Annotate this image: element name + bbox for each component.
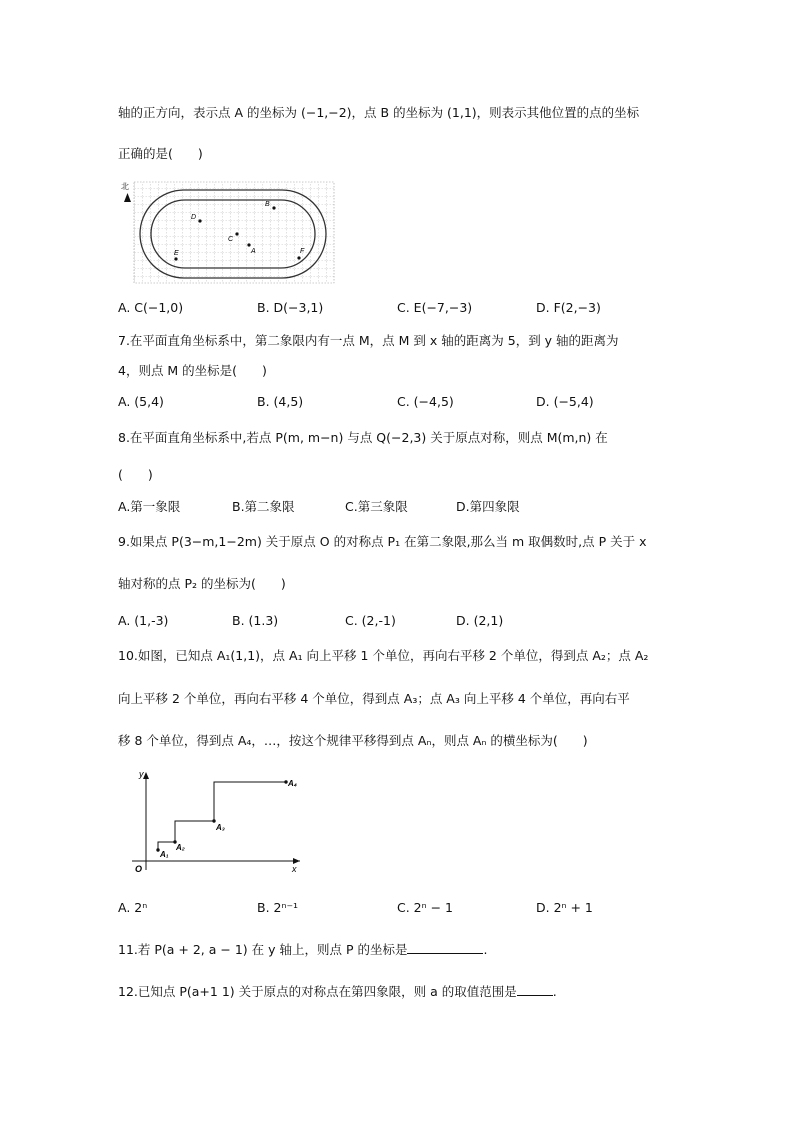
q10-line2: 向上平移 2 个单位，再向右平移 4 个单位，得到点 A₃；点 A₃ 向上平移 4 个单位，再向右平 <box>118 691 630 706</box>
q12-answer-blank[interactable] <box>517 982 553 996</box>
svg-text:E: E <box>174 250 179 257</box>
origin-label: O <box>135 864 143 874</box>
q9-line2: 轴对称的点 P₂ 的坐标为( ) <box>118 576 286 591</box>
svg-text:D: D <box>191 214 197 221</box>
q9-option-c: C. (2,-1) <box>345 613 396 628</box>
q12: 12.已知点 P(a+1 1) 关于原点的对称点在第四象限，则 a 的取值范围是 . <box>118 984 557 999</box>
q10-option-c: C. 2ⁿ − 1 <box>397 900 453 915</box>
q10-option-a: A. 2ⁿ <box>118 900 148 915</box>
point-E <box>174 257 177 260</box>
q12-text: 12.已知点 P(a+1 1) 关于原点的对称点在第四象限，则 a 的取值范围是 <box>118 984 517 999</box>
q6-option-c: C. E(−7,−3) <box>397 300 473 315</box>
north-arrow-icon <box>124 193 131 202</box>
point-F <box>297 256 300 259</box>
svg-text:A₁: A₁ <box>160 850 169 859</box>
q11-answer-blank[interactable] <box>407 940 483 954</box>
q7-option-c: C. (−4,5) <box>397 394 454 409</box>
q7-line1: 7.在平面直角坐标系中，第二象限内有一点 M，点 M 到 x 轴的距离为 5，到 y 轴的距离为 <box>118 333 619 348</box>
q10-line3: 移 8 个单位，得到点 A₄，…，按这个规律平移得到点 Aₙ，则点 Aₙ 的横坐标为( ) <box>118 733 588 748</box>
q9-option-d: D. (2,1) <box>456 613 504 628</box>
q8-option-b: B.第二象限 <box>232 499 295 514</box>
q6-option-b: B. D(−3,1) <box>257 300 324 315</box>
north-label: 北 <box>121 182 129 191</box>
point-D <box>198 219 201 222</box>
svg-text:A: A <box>251 248 256 255</box>
q10-option-d: D. 2ⁿ + 1 <box>536 900 593 915</box>
q8-option-c: C.第三象限 <box>345 499 408 514</box>
x-axis-label: x <box>292 864 297 874</box>
q10-option-b: B. 2ⁿ⁻¹ <box>257 900 299 915</box>
q9-line1: 9.如果点 P(3−m,1−2m) 关于原点 O 的对称点 P₁ 在第二象限,那么当 m 取偶数时,点 P 关于 x <box>118 534 647 549</box>
svg-text:A₂: A₂ <box>176 843 185 852</box>
q10-stair-figure <box>128 766 308 876</box>
point-A <box>247 243 250 246</box>
q7-option-d: D. (−5,4) <box>536 394 594 409</box>
q8-option-d: D.第四象限 <box>456 499 520 514</box>
q9-option-a: A. (1,-3) <box>118 613 169 628</box>
q8-option-a: A.第一象限 <box>118 499 181 514</box>
q11: 11.若 P(a + 2, a − 1) 在 y 轴上，则点 P 的坐标是 . <box>118 942 488 957</box>
svg-text:B: B <box>265 201 270 208</box>
y-axis-label: y <box>139 769 144 779</box>
q8-line1: 8.在平面直角坐标系中,若点 P(m, m−n) 与点 Q(−2,3) 关于原点对称，则点 M(m,n) 在 <box>118 430 608 445</box>
q6-line2: 正确的是( ) <box>118 146 203 161</box>
q7-line2: 4，则点 M 的坐标是( ) <box>118 363 267 378</box>
q6-option-a: A. C(−1,0) <box>118 300 184 315</box>
svg-text:A₄: A₄ <box>288 779 297 788</box>
q10-line1: 10.如图，已知点 A₁(1,1)，点 A₁ 向上平移 1 个单位，再向右平移 2 个单位，得到点 A₂；点 A₂ <box>118 648 649 663</box>
point-B <box>272 206 275 209</box>
q6-track-figure <box>118 180 338 286</box>
q7-option-a: A. (5,4) <box>118 394 164 409</box>
point-C <box>235 232 238 235</box>
q9-option-b: B. (1.3) <box>232 613 279 628</box>
q7-option-b: B. (4,5) <box>257 394 304 409</box>
svg-text:C: C <box>228 236 234 243</box>
q8-line2: ( ) <box>118 467 153 482</box>
q6-line1: 轴的正方向，表示点 A 的坐标为 (−1,−2)，点 B 的坐标为 (1,1)，则表示其他位置的点的坐标 <box>118 105 640 120</box>
q11-text: 11.若 P(a + 2, a − 1) 在 y 轴上，则点 P 的坐标是 <box>118 942 408 957</box>
svg-text:F: F <box>300 248 305 255</box>
svg-text:A₃: A₃ <box>216 823 225 832</box>
q6-option-d: D. F(2,−3) <box>536 300 601 315</box>
